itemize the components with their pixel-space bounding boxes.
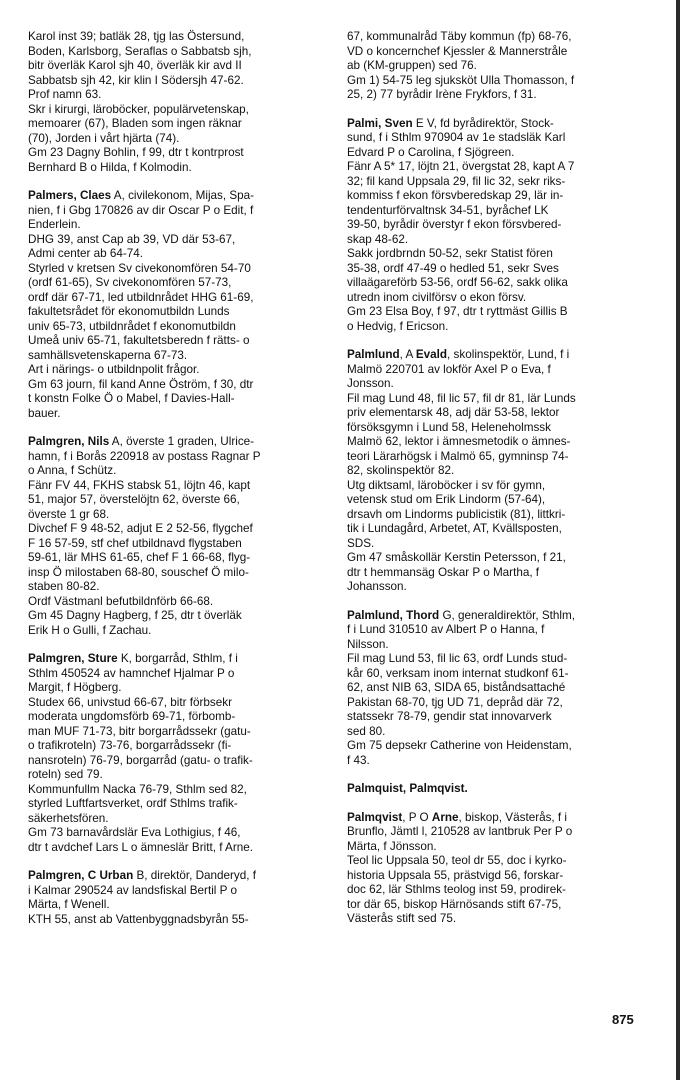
entry-line: KTH 55, anst ab Vattenbyggnadsbyrån 55- xyxy=(28,912,249,926)
entry-line: utredn inom civilförsv o ekon försv. xyxy=(347,290,527,304)
entry-heading xyxy=(347,348,643,363)
entry-line: 51, major 57, överstelöjtn 62, överste 66, xyxy=(28,493,240,506)
entry-line: Gm 75 depsekr Catherine von Heidenstam, xyxy=(347,739,572,752)
entry-line: 32; fil kand Uppsala 29, fil lic 32, sekr riks- xyxy=(347,174,566,188)
entry-line: Jonsson. xyxy=(347,377,394,390)
entry-line: tendenturförvaltnsk 34-51, byråchef LK xyxy=(347,203,549,217)
entry-line: (ordf 61-65), Sv civekonomfören 57-73, xyxy=(28,276,232,289)
entry-line: fakultetsrådet för ekonomutbildn Lunds xyxy=(28,305,230,318)
entry-line: f 43. xyxy=(347,753,370,767)
entry-line: Sakk jordbrndn 50-52, sekr Statist fören xyxy=(347,247,553,260)
biography-entry xyxy=(28,869,324,927)
entry-line: nien, f i Gbg 170826 av dir Oscar P o Edit, f xyxy=(28,203,254,217)
entry-line: t konstn Folke Ö o Mabel, f Davies-Hall- xyxy=(28,392,235,405)
entry-line: Fänr FV 44, FKHS stabsk 51, löjtn 46, kapt xyxy=(28,478,251,492)
entry-line: DHG 39, anst Cap ab 39, VD där 53-67, xyxy=(28,232,236,246)
biography-entry xyxy=(347,117,643,335)
entry-line: o Anna, f Schütz. xyxy=(28,464,117,477)
entry-line: Gm 63 journ, fil kand Anne Öström, f 30, dtr xyxy=(28,377,254,391)
entry-heading-rest: , skolinspektör, Lund, f i xyxy=(447,348,570,361)
entry-line: Malmö 220701 av lokför Axel P o Eva, f xyxy=(347,362,551,376)
entry-line: Bernhard B o Hilda, f Kolmodin. xyxy=(28,160,192,174)
entry-heading xyxy=(28,869,324,884)
entry-name-separator: , A xyxy=(399,348,416,361)
entry-line: bauer. xyxy=(28,406,61,420)
entry-line: insp Ö milostaben 68-80, souschef Ö milo- xyxy=(28,565,249,579)
entry-line: Gm 1) 54-75 leg sjuksköt Ulla Thomasson, f xyxy=(347,73,575,87)
entry-line: Admi center ab 64-74. xyxy=(28,247,143,260)
entry-name: Palmgren, Nils xyxy=(28,435,110,448)
entry-line: Brunflo, Jämtl l, 210528 av lantbruk Per P o xyxy=(347,825,573,838)
entry-line: Malmö 62, lektor i ämnesmetodik o ämnes- xyxy=(347,435,571,448)
entry-line: Gm 47 småskollär Kerstin Petersson, f 21, xyxy=(347,551,566,564)
entry-heading-rest: , biskop, Västerås, f i xyxy=(458,810,568,824)
entry-line: Karol inst 39; batläk 28, tjg las Östersund, xyxy=(28,30,245,43)
entry-line: roteln) sed 79. xyxy=(28,768,103,781)
biography-entry xyxy=(347,811,643,927)
entry-name: Palmgren, Sture xyxy=(28,652,118,665)
left-column xyxy=(28,30,324,941)
entry-line: Utg diktsaml, läroböcker i sv för gymn, xyxy=(347,478,546,492)
entry-line: Ordf Västmanl befutbildnförb 66-68. xyxy=(28,594,214,608)
entry-line: VD o koncernchef Kjessler & Mannerstråle xyxy=(347,44,568,58)
entry-name: Arne xyxy=(431,810,459,824)
entry-line: Gm 23 Dagny Bohlin, f 99, dtr t kontrprost xyxy=(28,146,244,159)
entry-line: villaägareförb 53-56, ordf 56-62, sakk olika xyxy=(347,276,568,289)
entry-line: 25, 2) 77 byrådir Irène Frykfors, f 31. xyxy=(347,88,537,101)
entry-line: Sabbatsb sjh 42, kir klin I Södersjh 47-62. xyxy=(28,73,244,87)
entry-line: överste 1 gr 68. xyxy=(28,507,110,521)
page-number: 875 xyxy=(612,1012,634,1027)
entry-line: i Kalmar 290524 av landsfiskal Bertil P o xyxy=(28,883,237,897)
entry-line: sed 80. xyxy=(347,724,386,738)
entry-line: sund, f i Sthlm 970904 av 1e stadsläk Karl xyxy=(347,131,566,144)
entry-name: Palmquist, Palmqvist. xyxy=(347,782,468,795)
entry-line: Pakistan 68-70, tjg UD 71, depråd där 72, xyxy=(347,695,563,709)
entry-line: statssekr 78-79, gendir stat innovarverk xyxy=(347,710,552,723)
scan-edge xyxy=(676,0,680,1080)
biography-entry xyxy=(28,189,324,421)
entry-line: bitr överläk Karol sjh 40, överläk kir avd II xyxy=(28,59,242,72)
entry-line: Kommunfullm Nacka 76-79, Sthlm sed 82, xyxy=(28,782,247,796)
entry-line: Studex 66, univstud 66-67, bitr förbsekr xyxy=(28,695,232,709)
entry-name: Evald xyxy=(415,348,448,361)
entry-line: f i Lund 310510 av Albert P o Hanna, f xyxy=(347,623,545,636)
entry-line: kommiss f ekon försvberedskap 29, lär in- xyxy=(347,189,564,202)
entry-line: dtr t hemmansäg Oskar P o Martha, f xyxy=(347,565,540,579)
entry-line: o trafikroteln) 73-76, borgarrådssekr (fi- xyxy=(28,739,232,752)
entry-line: försöksgymn i Lund 58, Heleneholmssk xyxy=(347,420,551,434)
entry-line: historia Uppsala 55, prästvigd 56, forskar- xyxy=(347,868,564,882)
entry-line: Styrled v kretsen Sv civekonomfören 54-70 xyxy=(28,261,251,275)
entry-line: kår 60, verksam inom internat studkonf 61- xyxy=(347,666,569,680)
entry-line: Gm 73 barnavårdslär Eva Lothigius, f 46, xyxy=(28,826,241,839)
entry-name: Palmlund xyxy=(347,348,400,361)
entry-heading xyxy=(347,782,643,797)
entry-line: SDS. xyxy=(347,536,375,550)
entry-line: priv elementarsk 48, adj där 53-58, lektor xyxy=(347,406,560,419)
right-column xyxy=(347,30,643,941)
entry-line: samhällsvetenskaperna 67-73. xyxy=(28,348,188,362)
entry-heading xyxy=(28,435,324,450)
entry-line: staben 80-82. xyxy=(28,580,100,593)
entry-line: Johansson. xyxy=(347,580,407,593)
entry-name: Palmers, Claes xyxy=(28,189,112,202)
entry-line: Fil mag Lund 53, fil lic 63, ordf Lunds stud- xyxy=(347,652,568,665)
entry-heading xyxy=(28,189,324,204)
entry-line: Sthlm 450524 av hamnchef Hjalmar P o xyxy=(28,666,235,680)
entry-line: säkerhetsfören. xyxy=(28,811,109,825)
entry-line: doc 62, lär Sthlms teolog inst 59, prodirek- xyxy=(347,883,566,896)
entry-line: Enderlein. xyxy=(28,218,81,231)
entry-line: Skr i kirurgi, läroböcker, populärvetenskap, xyxy=(28,102,249,116)
entry-line: teori Lärarhögsk i Malmö 65, gymninsp 74- xyxy=(347,449,569,463)
entry-line: univ 65-73, utbildnrådet f ekonomutbildn xyxy=(28,319,236,333)
entry-name-separator: , P O xyxy=(402,810,432,824)
entry-line: nansroteln) 76-79, borgarråd (gatu- o trafik- xyxy=(28,753,253,767)
entry-line: Nilsson. xyxy=(347,637,389,651)
entry-line: hamn, f i Borås 220918 av postass Ragnar P xyxy=(28,449,261,463)
entry-line: 59-61, lär MHS 61-65, chef F 1 66-68, flyg- xyxy=(28,551,251,564)
entry-line: tor där 65, biskop Härnösands stift 67-75, xyxy=(347,897,562,911)
entry-line: ordf där 67-71, led utbildnrådet HHG 61-69, xyxy=(28,290,254,304)
entry-line: Boden, Karlsborg, Seraflas o Sabbatsb sjh, xyxy=(28,44,252,58)
entry-line: vetensk stud om Erik Lindorm (57-64), xyxy=(347,493,546,506)
entry-heading-rest: A, överste 1 graden, Ulrice- xyxy=(109,435,255,448)
entry-heading xyxy=(347,811,643,826)
entry-line: Fil mag Lund 48, fil lic 57, fil dr 81, lär Lunds xyxy=(347,391,576,405)
entry-line: 82, skolinspektör 82. xyxy=(347,464,455,477)
entry-line: 67, kommunalråd Täby kommun (fp) 68-76, xyxy=(347,30,572,43)
entry-line: Teol lic Uppsala 50, teol dr 55, doc i kyrko- xyxy=(347,854,567,867)
entry-line: memoarer (67), Bladen som ingen räknar xyxy=(28,117,242,130)
entry-line: tik i Lundagård, Arbetet, AT, Kvällsposten, xyxy=(347,522,562,535)
entry-line: Art i närings- o utbildnpolit frågor. xyxy=(28,363,200,376)
entry-name: Palmqvist xyxy=(347,810,403,824)
entry-heading xyxy=(347,117,643,132)
entry-line: (70), Jorden i vårt hjärta (74). xyxy=(28,131,180,145)
entry-name: Palmgren, C Urban xyxy=(28,869,134,882)
entry-heading-rest: E V, fd byrådirektör, Stock- xyxy=(412,116,554,130)
biography-entry xyxy=(347,348,643,595)
entry-heading-rest: A, civilekonom, Mijas, Spa- xyxy=(111,189,255,202)
entry-line: Gm 45 Dagny Hagberg, f 25, dtr t överläk xyxy=(28,609,242,622)
entry-line: o Hedvig, f Ericson. xyxy=(347,319,449,333)
entry-line: 35-38, ordf 47-49 o hedled 51, sekr Sves xyxy=(347,261,559,275)
entry-line: 62, anst NIB 63, SIDA 65, biståndsattaché xyxy=(347,681,566,694)
biography-entry xyxy=(28,435,324,638)
entry-line: Gm 23 Elsa Boy, f 97, dtr t ryttmäst Gillis B xyxy=(347,305,568,318)
entry-line: Märta, f Wenell. xyxy=(28,898,110,911)
entry-line: Edvard P o Carolina, f Sjögreen. xyxy=(347,145,515,159)
entry-line: Prof namn 63. xyxy=(28,88,102,101)
biography-entry xyxy=(347,30,643,103)
entry-heading-rest: B, direktör, Danderyd, f xyxy=(133,869,256,882)
entry-heading-rest: G, generaldirektör, Sthlm, xyxy=(439,608,575,622)
entry-name: Palmi, Sven xyxy=(347,116,413,130)
entry-line: styrled Luftfartsverket, ordf Sthlms trafik- xyxy=(28,797,238,810)
entry-heading xyxy=(347,609,643,624)
biography-entry xyxy=(28,652,324,855)
entry-line: Märta, f Jönsson. xyxy=(347,839,437,853)
entry-line: man MUF 71-73, bitr borgarrådssekr (gatu- xyxy=(28,724,251,738)
entry-name: Palmlund, Thord xyxy=(347,608,440,622)
entry-line: dtr t avdchef Lars L o ämneslär Britt, f Arne. xyxy=(28,840,253,854)
entry-line: F 16 57-59, stf chef utbildnavd flygstaben xyxy=(28,536,242,550)
entry-line: ab (KM-gruppen) sed 76. xyxy=(347,59,477,72)
entry-line: Fänr A 5* 17, löjtn 21, övergstat 28, kapt A 7 xyxy=(347,160,575,173)
entry-line: Divchef F 9 48-52, adjut E 2 52-56, flygchef xyxy=(28,522,253,535)
entry-line: 39-50, byrådir överstyr f ekon försvbered- xyxy=(347,218,562,231)
entry-line: Umeå univ 65-71, fakultetsberedn f rätts- o xyxy=(28,334,250,347)
entry-line: Västerås stift sed 75. xyxy=(347,912,457,925)
biography-entry xyxy=(347,782,643,797)
entry-heading-rest: K, borgarråd, Sthlm, f i xyxy=(117,652,238,665)
biography-entry xyxy=(28,30,324,175)
entry-line: Margit, f Högberg. xyxy=(28,681,122,694)
entry-line: skap 48-62. xyxy=(347,232,409,246)
entry-line: drsavh om Lindorms publicistik (81), littkri- xyxy=(347,507,566,521)
entry-line: Erik H o Gulli, f Zachau. xyxy=(28,623,152,637)
entry-line: moderata ungdomsförb 69-71, förbomb- xyxy=(28,710,236,723)
entry-heading xyxy=(28,652,324,667)
biography-entry xyxy=(347,609,643,769)
